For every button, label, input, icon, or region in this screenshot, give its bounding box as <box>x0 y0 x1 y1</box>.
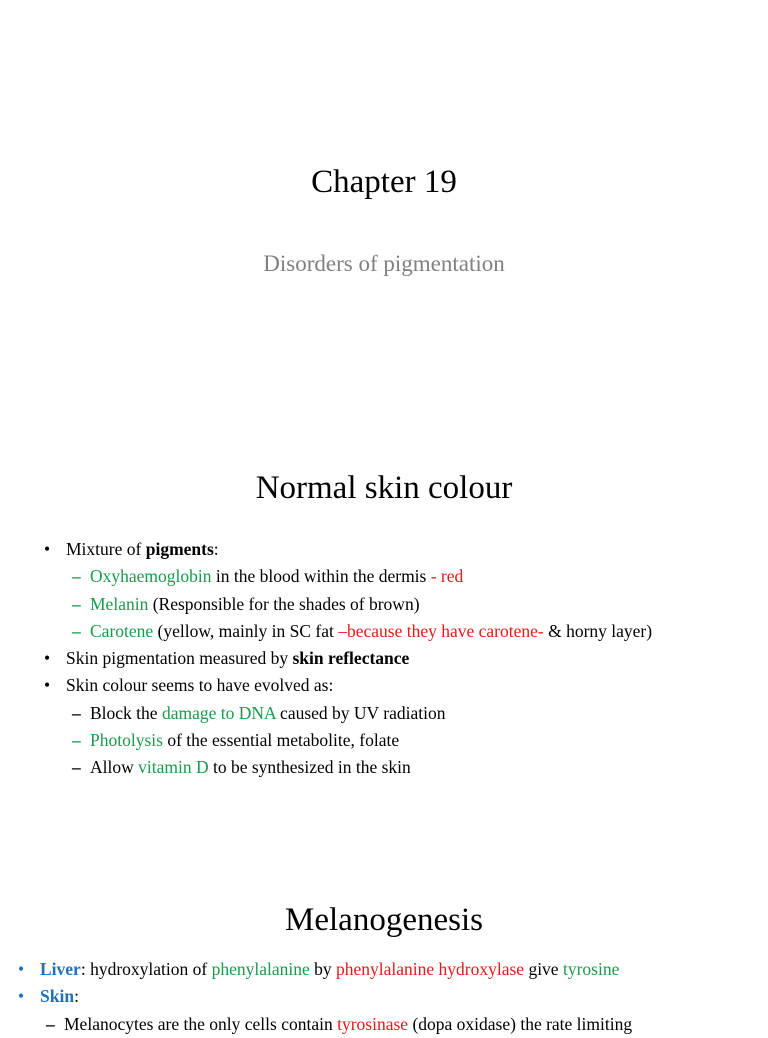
dash-icon: – <box>72 566 81 587</box>
sub-bullet-oxyhaemoglobin: – Oxyhaemoglobin in the blood within the dermis - red <box>44 563 652 590</box>
bullet-icon: • <box>18 986 25 1007</box>
bullet-list <box>18 956 632 1038</box>
sub-bullet-carotene: – Carotene (yellow, mainly in SC fat –because they have carotene- & horny layer) <box>44 618 652 645</box>
dash-icon: – <box>72 593 81 614</box>
sub-bullet-melanin: – Melanin (Responsible for the shades of brown) <box>44 591 652 618</box>
title-slide <box>0 0 768 384</box>
bullet-icon: • <box>44 539 51 559</box>
slide-title: Normal skin colour <box>255 470 513 506</box>
dash-icon: – <box>72 702 81 723</box>
melanogenesis-slide <box>0 864 768 1034</box>
bullet-evolved: • Skin colour seems to have evolved as: <box>44 672 652 699</box>
bullet-pigments: • Mixture of pigments: <box>44 536 652 563</box>
bullet-skin-reflectance: • Skin pigmentation measured by skin reflectance <box>44 645 652 672</box>
sub-bullet-photolysis: – Photolysis of the essential metabolite, folate <box>44 727 652 754</box>
dash-icon: – <box>72 730 81 751</box>
bullet-icon: • <box>18 959 25 979</box>
chapter-subtitle: Disorders of pigmentation <box>263 251 505 276</box>
sub-bullet-vitamin-d: – Allow vitamin D to be synthesized in the skin <box>44 754 652 781</box>
bullet-liver: • Liver: hydroxylation of phenylalanine by phenylalanine hydroxylase give tyrosine <box>18 956 632 983</box>
sub-bullet-melanocytes: – Melanocytes are the only cells contain tyrosinase (dopa oxidase) the rate limiting <box>18 1011 632 1038</box>
dash-icon: – <box>46 1013 55 1034</box>
bullet-icon: • <box>44 675 51 696</box>
normal-skin-colour-slide <box>0 384 768 864</box>
chapter-title: Chapter 19 <box>311 164 457 200</box>
slide-title: Melanogenesis <box>285 902 483 938</box>
dash-icon: – <box>72 757 81 778</box>
bullet-icon: • <box>44 648 51 669</box>
dash-icon: – <box>72 620 81 641</box>
bullet-list <box>44 536 652 782</box>
sub-bullet-dna: – Block the damage to DNA caused by UV radiation <box>44 700 652 727</box>
bullet-skin: • Skin: <box>18 983 632 1010</box>
